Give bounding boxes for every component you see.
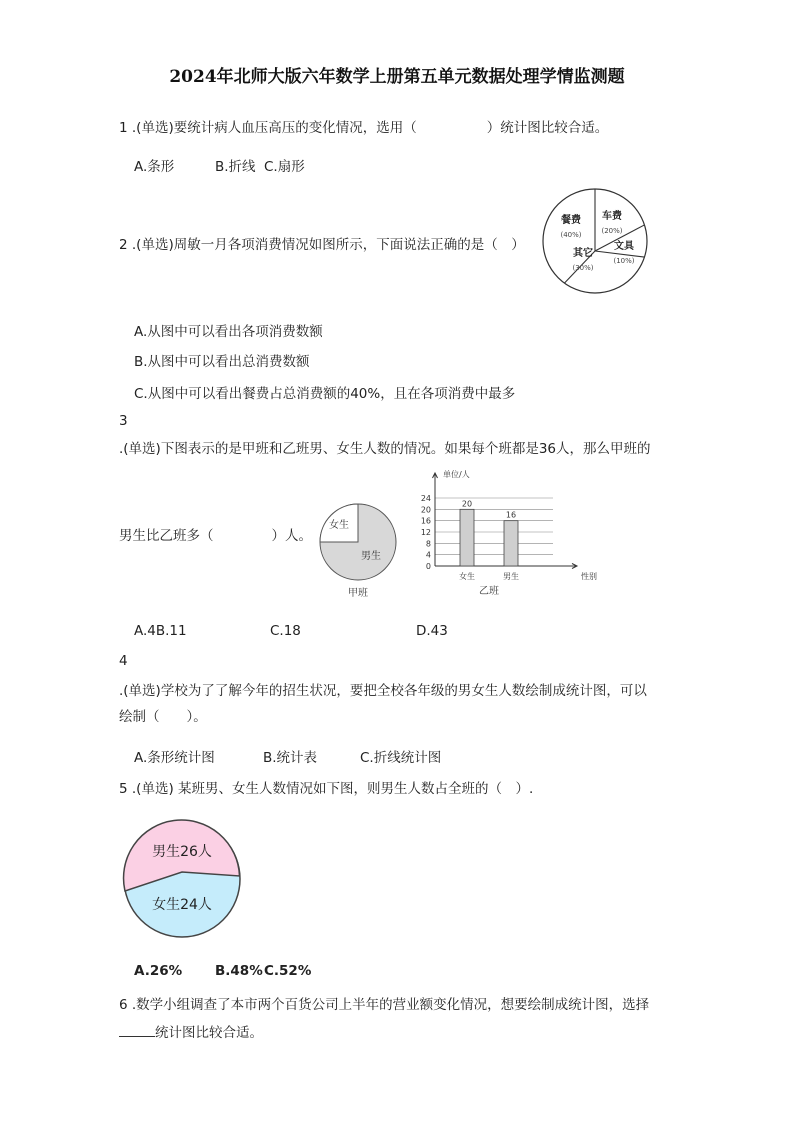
pie-label-女生: 女生	[329, 520, 349, 531]
bar-女生	[460, 509, 474, 566]
question-4-option-c[interactable]: C.折线统计图	[360, 750, 442, 766]
y-tick-label: 8	[425, 539, 431, 549]
question-4-stem-line2: 绘制（ ）。	[119, 709, 207, 725]
pie-percent-其它: (30%)	[572, 264, 594, 272]
question-4-number: 4	[119, 653, 128, 669]
question-3-stem-start: 男生比乙班多（	[119, 528, 214, 544]
question-2-stem: 2 .(单选)周敏一月各项消费情况如图所示，下面说法正确的是（ ）	[119, 237, 525, 253]
question-5-option-c[interactable]: C.52%	[264, 963, 312, 979]
y-tick-label: 4	[425, 550, 431, 560]
y-tick-label: 0	[425, 562, 431, 571]
chart-title: 乙班	[479, 586, 499, 597]
question-3-stem-line2	[119, 524, 312, 544]
pie-label-男生: 男生	[361, 551, 381, 562]
question-2-option-c[interactable]: C.从图中可以看出餐费占总消费额的40%，且在各项消费中最多	[134, 386, 516, 402]
question-3-option-a[interactable]: A.4B.11	[134, 623, 187, 639]
question-3-stem-line1: .(单选)下图表示的是甲班和乙班男、女生人数的情况。如果每个班都是36人，那么甲班的	[119, 441, 651, 457]
pie-label-其它: 其它	[573, 248, 593, 259]
question-6-stem-line1: 6 .数学小组调查了本市两个百货公司上半年的营业额变化情况，想要绘制成统计图，选择	[119, 997, 650, 1013]
question-4-stem-line1: .(单选)学校为了了解今年的招生状况，要把全校各年级的男女生人数绘制成统计图，可以	[119, 683, 647, 699]
question-1-stem-start: 1 .(单选)要统计病人血压高压的变化情况，选用（	[119, 120, 417, 136]
question-3-option-d[interactable]: D.43	[416, 623, 448, 639]
question-5-option-b[interactable]: B.48%	[215, 963, 263, 979]
x-tick-label: 男生	[503, 572, 519, 581]
answer-blank[interactable]	[119, 1024, 155, 1037]
question-3-option-c[interactable]: C.18	[270, 623, 301, 639]
pie-percent-文具: (10%)	[613, 257, 635, 265]
question-3-stem-end: ）人。	[271, 528, 312, 544]
pie-label-boys: 男生26人	[152, 844, 212, 860]
y-tick-label: 16	[420, 516, 431, 526]
question-6-stem-end: 统计图比较合适。	[155, 1025, 263, 1041]
pie-label-餐费: 餐费	[561, 215, 581, 226]
class-b-bar-chart	[405, 470, 595, 600]
question-3-number: 3	[119, 413, 128, 429]
bar-value-label: 20	[461, 499, 473, 509]
question-5-option-a[interactable]: A.26%	[134, 963, 183, 979]
pie-percent-车费: (20%)	[601, 227, 623, 235]
y-tick-label: 24	[420, 494, 431, 503]
question-1-stem	[119, 116, 608, 136]
question-4-option-a[interactable]: A.条形统计图	[134, 750, 215, 766]
question-1-option-a[interactable]: A.条形	[134, 159, 175, 175]
pie-label-车费: 车费	[602, 211, 622, 222]
question-4-option-b[interactable]: B.统计表	[263, 750, 318, 766]
y-tick-label: 12	[420, 528, 431, 537]
pie-percent-餐费: (40%)	[560, 231, 582, 239]
class-a-pie-chart	[312, 500, 408, 600]
y-axis-label: 单位/人	[443, 470, 470, 479]
question-6-stem-line2	[119, 1021, 263, 1041]
question-1-stem-end: ）统计图比较合适。	[486, 120, 609, 136]
chart-title: 甲班	[348, 588, 368, 599]
x-axis-label: 性别	[581, 572, 597, 581]
question-1-option-b[interactable]: B.折线	[215, 159, 256, 175]
question-1-option-c[interactable]: C.扇形	[264, 159, 305, 175]
pie-label-文具: 文具	[614, 241, 634, 252]
consumption-pie-chart	[538, 184, 652, 298]
question-5-stem: 5 .(单选) 某班男、女生人数情况如下图，则男生人数占全班的（ ）.	[119, 781, 534, 797]
question-2-option-a[interactable]: A.从图中可以看出各项消费数额	[134, 324, 323, 340]
class-gender-pie-chart	[120, 815, 245, 943]
y-tick-label: 20	[420, 505, 431, 515]
bar-男生	[504, 521, 518, 566]
x-tick-label: 女生	[459, 572, 475, 581]
question-2-option-b[interactable]: B.从图中可以看出总消费数额	[134, 354, 310, 370]
bar-value-label: 16	[505, 510, 517, 520]
page-title: 2024年北师大版六年数学上册第五单元数据处理学情监测题	[169, 67, 625, 87]
pie-label-girls: 女生24人	[152, 897, 212, 913]
